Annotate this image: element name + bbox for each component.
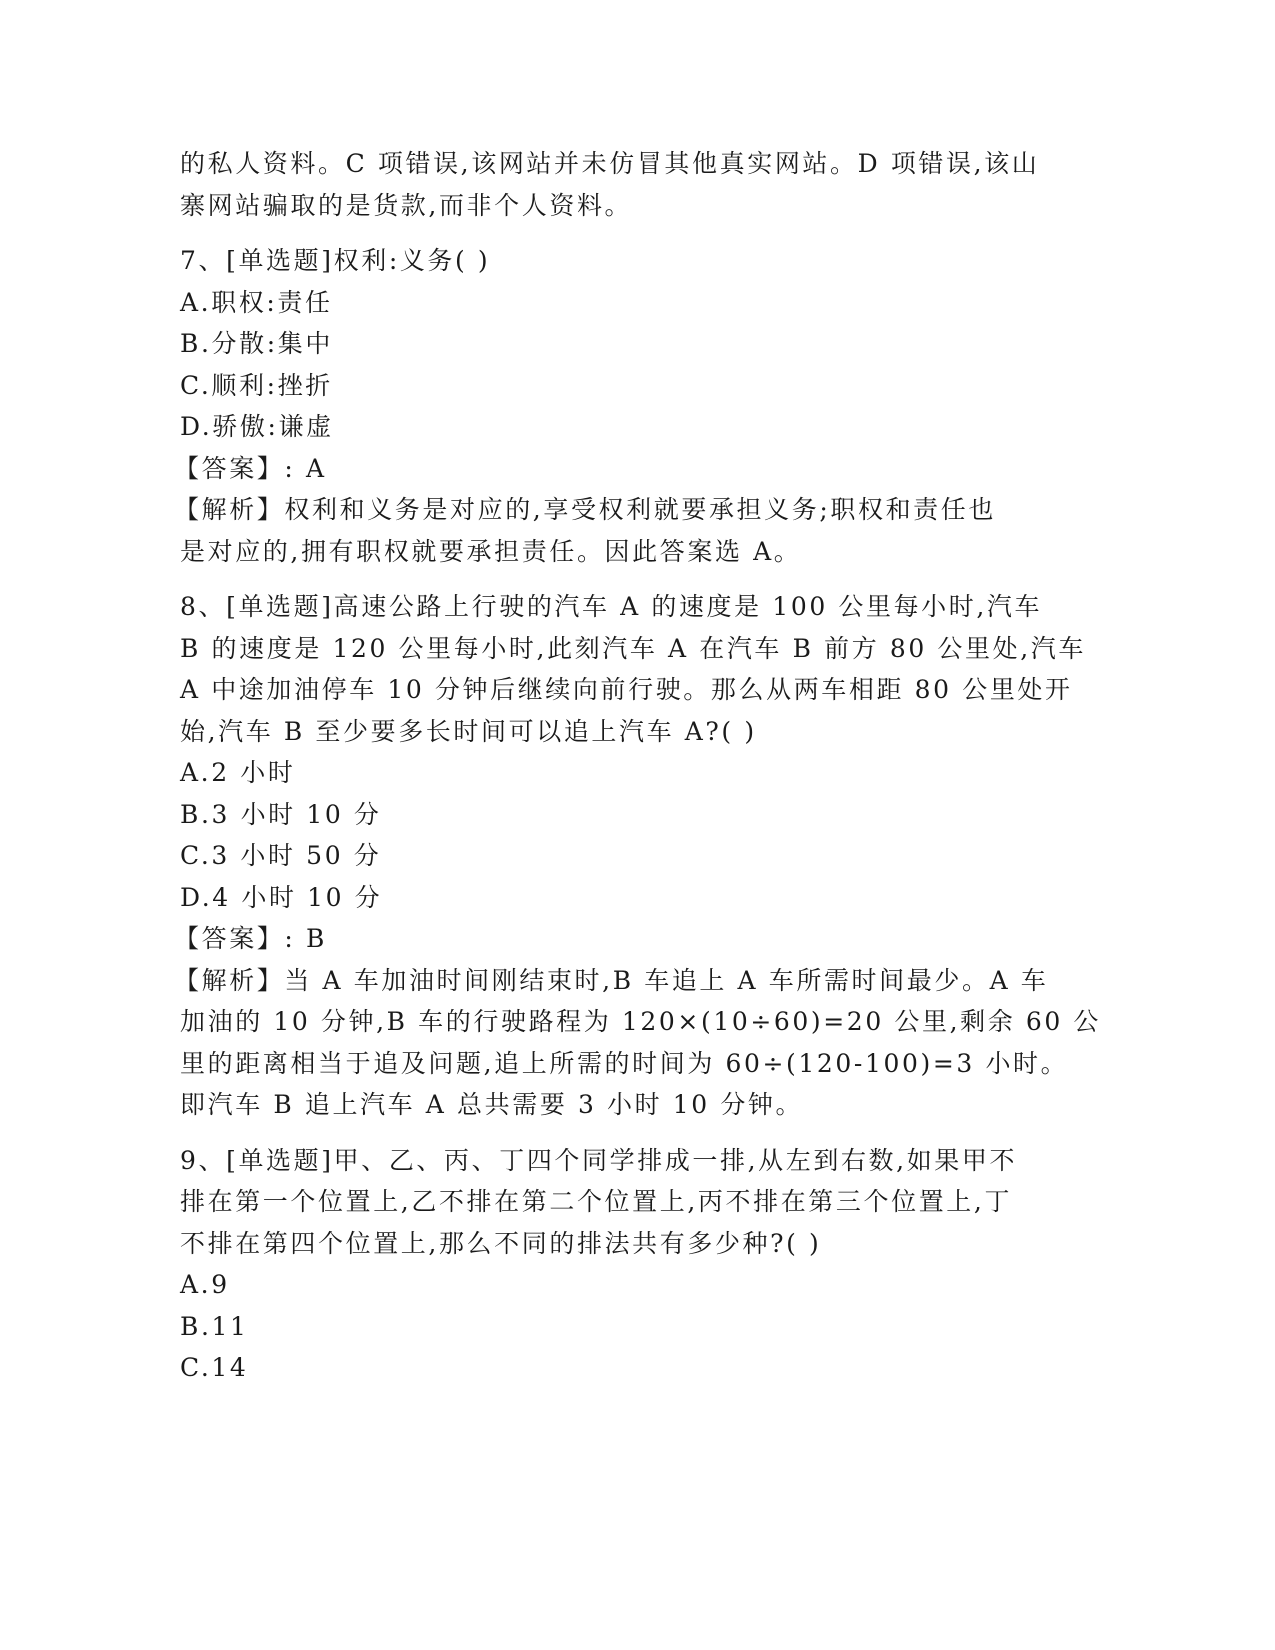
option-b: B.3 小时 10 分 xyxy=(180,799,382,829)
option-b: B.分散:集中 xyxy=(180,329,333,358)
text-line: 的私人资料。C 项错误,该网站并未仿冒其他真实网站。D 项错误,该山 xyxy=(180,149,1040,178)
question-8 xyxy=(174,586,1102,1126)
option-c: C.顺利:挫折 xyxy=(180,370,333,400)
text-line: 寨网站骗取的是货款,而非个人资料。 xyxy=(180,190,633,220)
option-d: D.4 小时 10 分 xyxy=(180,882,383,912)
question-stem: 排在第一个位置上,乙不排在第二个位置上,丙不排在第三个位置上,丁 xyxy=(180,1187,1013,1216)
question-stem: 9、[单选题]甲、乙、丙、丁四个同学排成一排,从左到右数,如果甲不 xyxy=(180,1145,1018,1175)
option-c: C.14 xyxy=(180,1353,249,1382)
analysis-line: 【解析】权利和义务是对应的,享受权利就要承担义务;职权和责任也 xyxy=(174,495,996,524)
analysis-line: 加油的 10 分钟,B 车的行驶路程为 120×(10÷60)=20 公里,剩余 60 公 xyxy=(180,1007,1102,1036)
analysis-line: 是对应的,拥有职权就要承担责任。因此答案选 A。 xyxy=(180,536,802,566)
question-stem: 不排在第四个位置上,那么不同的排法共有多少种?( ) xyxy=(180,1228,822,1258)
question-stem: B 的速度是 120 公里每小时,此刻汽车 A 在汽车 B 前方 80 公里处,汽车 xyxy=(180,633,1086,663)
question-7 xyxy=(174,240,1040,572)
option-c: C.3 小时 50 分 xyxy=(180,841,382,870)
question-stem: A 中途加油停车 10 分钟后继续向前行驶。那么从两车相距 80 公里处开 xyxy=(180,675,1073,704)
option-d: D.骄傲:谦虚 xyxy=(180,412,334,441)
option-a: A.2 小时 xyxy=(180,758,296,787)
answer-line: 【答案】: A xyxy=(174,453,327,483)
option-a: A.职权:责任 xyxy=(180,287,333,317)
document-page xyxy=(174,143,1102,1389)
option-a: A.9 xyxy=(180,1270,230,1299)
question-stem: 始,汽车 B 至少要多长时间可以追上汽车 A?( ) xyxy=(180,716,757,746)
analysis-line: 即汽车 B 追上汽车 A 总共需要 3 小时 10 分钟。 xyxy=(180,1090,804,1119)
question-stem: 7、[单选题]权利:义务( ) xyxy=(180,246,491,275)
answer-line: 【答案】: B xyxy=(174,924,327,953)
option-b: B.11 xyxy=(180,1311,249,1341)
question-stem: 8、[单选题]高速公路上行驶的汽车 A 的速度是 100 公里每小时,汽车 xyxy=(180,592,1043,621)
question-9 xyxy=(180,1140,1040,1389)
analysis-line: 里的距离相当于追及问题,追上所需的时间为 60÷(120-100)=3 小时。 xyxy=(180,1048,1069,1078)
analysis-line: 【解析】当 A 车加油时间刚结束时,B 车追上 A 车所需时间最少。A 车 xyxy=(174,965,1049,995)
previous-analysis-continuation xyxy=(180,143,1040,226)
